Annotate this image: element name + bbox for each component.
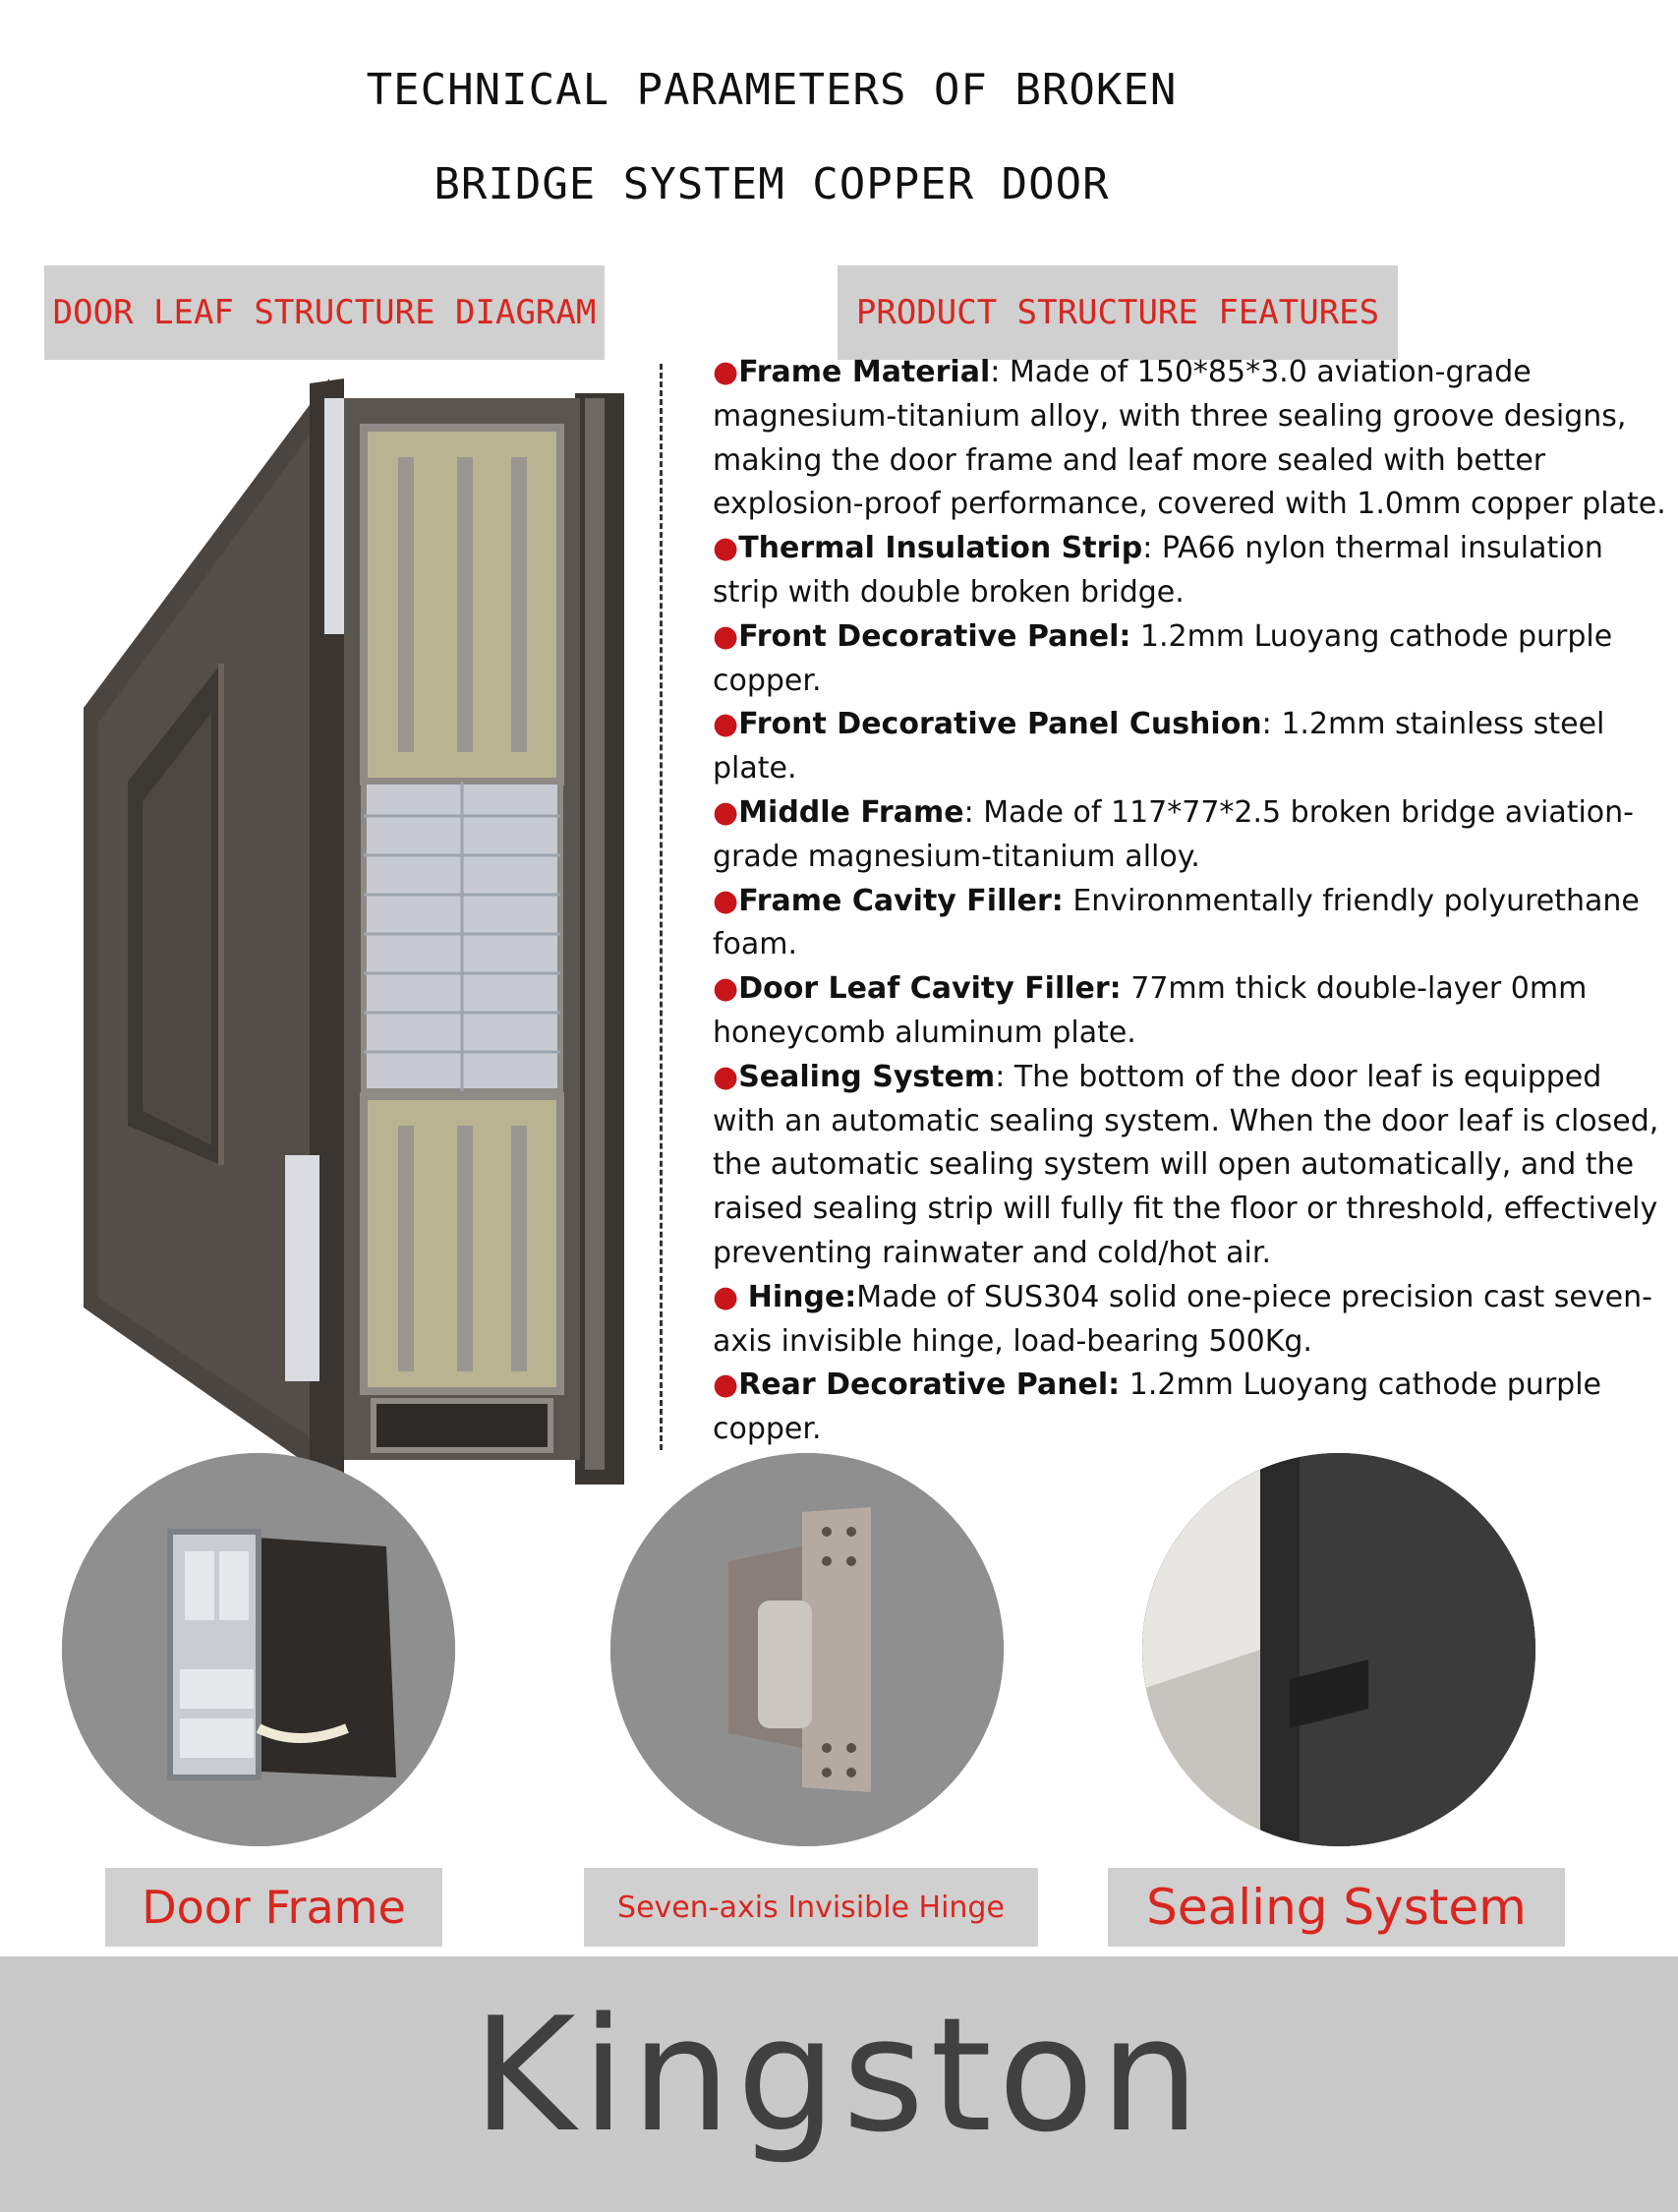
caption-sealing-system: Sealing System — [1108, 1868, 1565, 1947]
brand-footer — [0, 1956, 1678, 2212]
brand-logo-text: Kingston — [472, 1982, 1206, 2167]
feature-middle-frame — [713, 791, 1666, 880]
feature-separator — [1122, 971, 1131, 1006]
feature-separator: : — [1261, 707, 1282, 742]
feature-name: Hinge: — [747, 1279, 857, 1314]
feature-separator: : — [990, 355, 1010, 389]
feature-front-decorative-panel-cushion — [713, 703, 1666, 791]
feature-text: PA66 nylon thermal insulation strip with double broken bridge. — [713, 531, 1603, 610]
bullet-icon: ● — [713, 618, 739, 654]
feature-name: Middle Frame — [738, 794, 964, 830]
bullet-icon: ● — [713, 1368, 739, 1403]
feature-text: The bottom of the door leaf is equipped with an automatic sealing system. When the door leaf is closed, the automatic sealing system will open automatically, and the raised sealing strip will fully fit the floor or threshold, effectively preventing rainwater and cold/hot air. — [713, 1059, 1659, 1270]
feature-text: 1.2mm Luoyang cathode purple copper. — [713, 618, 1613, 698]
caption-seven-axis-hinge: Seven-axis Invisible Hinge — [584, 1868, 1038, 1947]
door-frame-photo — [62, 1453, 455, 1846]
feature-text: Made of 117*77*2.5 broken bridge aviation-grade magnesium-titanium alloy. — [713, 794, 1634, 874]
feature-separator: : — [963, 794, 984, 830]
feature-separator: : — [995, 1059, 1014, 1094]
feature-text: 77mm thick double-layer 0mm honeycomb aluminum plate. — [713, 971, 1588, 1050]
feature-separator — [1130, 619, 1140, 654]
feature-name: Sealing System — [738, 1059, 996, 1094]
feature-name: Frame Cavity Filler: — [738, 883, 1064, 918]
feature-front-decorative-panel — [713, 615, 1666, 704]
feature-separator: : — [1142, 531, 1162, 566]
feature-text: Environmentally friendly polyurethane foam. — [713, 883, 1640, 962]
feature-thermal-insulation-strip — [713, 527, 1666, 615]
feature-text: Made of 150*85*3.0 aviation-grade magnesium-titanium alloy, with three sealing groove designs, making the door frame and leaf more sealed with better explosion-proof performance, covered with 1.0mm copper plate. — [713, 355, 1666, 522]
feature-hinge — [713, 1276, 1666, 1365]
bullet-icon: ● — [713, 707, 739, 742]
page-title-line-2: BRIDGE SYSTEM COPPER DOOR — [434, 159, 1110, 209]
page-title-line-1: TECHNICAL PARAMETERS OF BROKEN — [366, 65, 1178, 115]
feature-separator — [1064, 884, 1073, 918]
bullet-icon: ● — [713, 531, 739, 566]
feature-rear-decorative-panel — [713, 1364, 1666, 1452]
feature-name: Thermal Insulation Strip — [738, 531, 1143, 566]
product-structure-features-label: PRODUCT STRUCTURE FEATURES — [838, 265, 1398, 360]
bullet-icon: ● — [713, 971, 739, 1007]
bullet-icon: ● — [713, 1279, 748, 1314]
feature-text: Made of SUS304 solid one-piece precision cast seven-axis invisible hinge, load-bearing 500Kg. — [713, 1279, 1652, 1359]
sealing-system-photo — [1142, 1453, 1535, 1846]
feature-name: Front Decorative Panel Cushion — [738, 707, 1262, 742]
feature-frame-material — [713, 351, 1666, 527]
hinge-photo — [610, 1453, 1004, 1846]
feature-separator — [1120, 1368, 1129, 1402]
bullet-icon: ● — [713, 355, 739, 389]
feature-name: Front Decorative Panel: — [738, 618, 1131, 654]
feature-name: Frame Material — [738, 355, 991, 389]
feature-text: 1.2mm stainless steel plate. — [713, 707, 1605, 786]
features-list — [713, 351, 1666, 1452]
feature-text: 1.2mm Luoyang cathode purple copper. — [713, 1368, 1601, 1447]
feature-door-leaf-cavity-filler — [713, 967, 1666, 1056]
feature-frame-cavity-filler — [713, 880, 1666, 968]
door-leaf-cross-section-image — [49, 369, 629, 1484]
feature-name: Rear Decorative Panel: — [738, 1368, 1121, 1403]
feature-sealing-system — [713, 1056, 1666, 1276]
door-leaf-structure-label: DOOR LEAF STRUCTURE DIAGRAM — [44, 265, 605, 360]
bullet-icon: ● — [713, 883, 739, 918]
vertical-dashed-divider — [660, 364, 663, 1450]
bullet-icon: ● — [713, 1059, 739, 1094]
bullet-icon: ● — [713, 794, 739, 830]
caption-door-frame: Door Frame — [105, 1868, 442, 1947]
feature-name: Door Leaf Cavity Filler: — [738, 971, 1122, 1007]
